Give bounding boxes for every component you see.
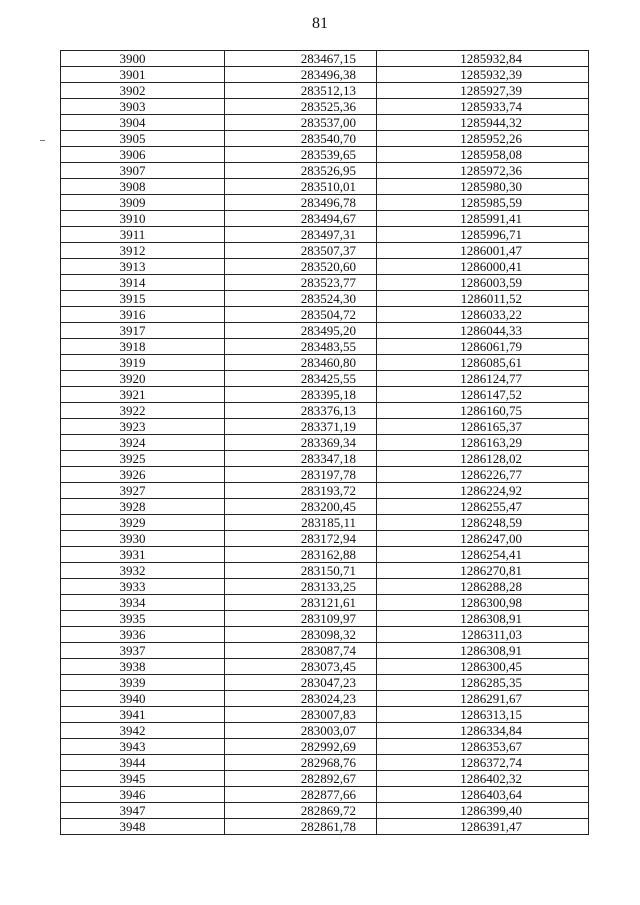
y-coordinate-cell: 1286226,77 (377, 467, 589, 483)
point-number-cell: 3908 (61, 179, 225, 195)
table-row (61, 611, 589, 627)
y-coordinate-cell: 1285991,41 (377, 211, 589, 227)
table-row (61, 179, 589, 195)
table-row (61, 531, 589, 547)
point-number-cell: 3907 (61, 163, 225, 179)
x-coordinate-cell: 283539,65 (225, 147, 377, 163)
table-row (61, 339, 589, 355)
y-coordinate-cell: 1286334,84 (377, 723, 589, 739)
x-coordinate-cell: 283162,88 (225, 547, 377, 563)
y-coordinate-cell: 1285932,84 (377, 51, 589, 67)
point-number-cell: 3906 (61, 147, 225, 163)
y-coordinate-cell: 1286308,91 (377, 643, 589, 659)
x-coordinate-cell: 283200,45 (225, 499, 377, 515)
y-coordinate-cell: 1286224,92 (377, 483, 589, 499)
x-coordinate-cell: 283395,18 (225, 387, 377, 403)
table-row (61, 275, 589, 291)
point-number-cell: 3917 (61, 323, 225, 339)
point-number-cell: 3929 (61, 515, 225, 531)
y-coordinate-cell: 1286300,45 (377, 659, 589, 675)
x-coordinate-cell: 283172,94 (225, 531, 377, 547)
point-number-cell: 3946 (61, 787, 225, 803)
y-coordinate-cell: 1286247,00 (377, 531, 589, 547)
point-number-cell: 3936 (61, 627, 225, 643)
scan-mark (40, 140, 45, 141)
point-number-cell: 3940 (61, 691, 225, 707)
y-coordinate-cell: 1286254,41 (377, 547, 589, 563)
table-row (61, 115, 589, 131)
point-number-cell: 3915 (61, 291, 225, 307)
point-number-cell: 3943 (61, 739, 225, 755)
y-coordinate-cell: 1286311,03 (377, 627, 589, 643)
x-coordinate-cell: 283537,00 (225, 115, 377, 131)
table-row (61, 707, 589, 723)
y-coordinate-cell: 1286061,79 (377, 339, 589, 355)
y-coordinate-cell: 1286270,81 (377, 563, 589, 579)
table-row (61, 515, 589, 531)
point-number-cell: 3944 (61, 755, 225, 771)
point-number-cell: 3922 (61, 403, 225, 419)
table-row (61, 643, 589, 659)
point-number-cell: 3948 (61, 819, 225, 835)
y-coordinate-cell: 1286353,67 (377, 739, 589, 755)
point-number-cell: 3912 (61, 243, 225, 259)
y-coordinate-cell: 1286288,28 (377, 579, 589, 595)
point-number-cell: 3904 (61, 115, 225, 131)
x-coordinate-cell: 283109,97 (225, 611, 377, 627)
x-coordinate-cell: 283467,15 (225, 51, 377, 67)
point-number-cell: 3942 (61, 723, 225, 739)
x-coordinate-cell: 283460,80 (225, 355, 377, 371)
point-number-cell: 3920 (61, 371, 225, 387)
y-coordinate-cell: 1286285,35 (377, 675, 589, 691)
point-number-cell: 3900 (61, 51, 225, 67)
x-coordinate-cell: 283087,74 (225, 643, 377, 659)
x-coordinate-cell: 283504,72 (225, 307, 377, 323)
table-row (61, 387, 589, 403)
point-number-cell: 3928 (61, 499, 225, 515)
table-row (61, 595, 589, 611)
point-number-cell: 3921 (61, 387, 225, 403)
table-row (61, 307, 589, 323)
table-row (61, 403, 589, 419)
table-row (61, 435, 589, 451)
point-number-cell: 3903 (61, 99, 225, 115)
point-number-cell: 3931 (61, 547, 225, 563)
y-coordinate-cell: 1285927,39 (377, 83, 589, 99)
x-coordinate-cell: 283098,32 (225, 627, 377, 643)
y-coordinate-cell: 1286403,64 (377, 787, 589, 803)
y-coordinate-cell: 1286291,67 (377, 691, 589, 707)
table-row (61, 691, 589, 707)
table-row (61, 323, 589, 339)
y-coordinate-cell: 1286391,47 (377, 819, 589, 835)
y-coordinate-cell: 1286308,91 (377, 611, 589, 627)
table-row (61, 675, 589, 691)
point-number-cell: 3923 (61, 419, 225, 435)
point-number-cell: 3910 (61, 211, 225, 227)
table-row (61, 723, 589, 739)
table-row (61, 99, 589, 115)
point-number-cell: 3930 (61, 531, 225, 547)
y-coordinate-cell: 1286248,59 (377, 515, 589, 531)
y-coordinate-cell: 1286003,59 (377, 275, 589, 291)
table-row (61, 67, 589, 83)
x-coordinate-cell: 283495,20 (225, 323, 377, 339)
point-number-cell: 3941 (61, 707, 225, 723)
x-coordinate-cell: 283507,37 (225, 243, 377, 259)
y-coordinate-cell: 1286124,77 (377, 371, 589, 387)
x-coordinate-cell: 282892,67 (225, 771, 377, 787)
x-coordinate-cell: 283524,30 (225, 291, 377, 307)
x-coordinate-cell: 283483,55 (225, 339, 377, 355)
x-coordinate-cell: 283121,61 (225, 595, 377, 611)
table-row (61, 547, 589, 563)
point-number-cell: 3934 (61, 595, 225, 611)
y-coordinate-cell: 1286128,02 (377, 451, 589, 467)
y-coordinate-cell: 1286165,37 (377, 419, 589, 435)
x-coordinate-cell: 283540,70 (225, 131, 377, 147)
x-coordinate-cell: 283526,95 (225, 163, 377, 179)
point-number-cell: 3924 (61, 435, 225, 451)
y-coordinate-cell: 1286402,32 (377, 771, 589, 787)
y-coordinate-cell: 1286372,74 (377, 755, 589, 771)
point-number-cell: 3905 (61, 131, 225, 147)
point-number-cell: 3902 (61, 83, 225, 99)
point-number-cell: 3935 (61, 611, 225, 627)
point-number-cell: 3909 (61, 195, 225, 211)
table-row (61, 819, 589, 835)
x-coordinate-cell: 283150,71 (225, 563, 377, 579)
y-coordinate-cell: 1285944,32 (377, 115, 589, 131)
y-coordinate-cell: 1286147,52 (377, 387, 589, 403)
point-number-cell: 3926 (61, 467, 225, 483)
x-coordinate-cell: 283425,55 (225, 371, 377, 387)
x-coordinate-cell: 283510,01 (225, 179, 377, 195)
y-coordinate-cell: 1286255,47 (377, 499, 589, 515)
point-number-cell: 3914 (61, 275, 225, 291)
x-coordinate-cell: 283185,11 (225, 515, 377, 531)
table-row (61, 131, 589, 147)
x-coordinate-cell: 283003,07 (225, 723, 377, 739)
table-row (61, 291, 589, 307)
table-row (61, 195, 589, 211)
x-coordinate-cell: 283523,77 (225, 275, 377, 291)
table-row (61, 419, 589, 435)
point-number-cell: 3901 (61, 67, 225, 83)
y-coordinate-cell: 1285996,71 (377, 227, 589, 243)
x-coordinate-cell: 283347,18 (225, 451, 377, 467)
x-coordinate-cell: 283007,83 (225, 707, 377, 723)
x-coordinate-cell: 283024,23 (225, 691, 377, 707)
table-row (61, 451, 589, 467)
coordinates-table (60, 50, 589, 835)
y-coordinate-cell: 1285958,08 (377, 147, 589, 163)
y-coordinate-cell: 1285932,39 (377, 67, 589, 83)
point-number-cell: 3911 (61, 227, 225, 243)
table-row (61, 147, 589, 163)
x-coordinate-cell: 283496,78 (225, 195, 377, 211)
point-number-cell: 3918 (61, 339, 225, 355)
table-row (61, 755, 589, 771)
table-row (61, 371, 589, 387)
x-coordinate-cell: 282861,78 (225, 819, 377, 835)
x-coordinate-cell: 283133,25 (225, 579, 377, 595)
table-row (61, 211, 589, 227)
table-row (61, 259, 589, 275)
table-row (61, 803, 589, 819)
x-coordinate-cell: 283525,36 (225, 99, 377, 115)
y-coordinate-cell: 1285952,26 (377, 131, 589, 147)
point-number-cell: 3916 (61, 307, 225, 323)
page-number: 81 (312, 15, 328, 32)
point-number-cell: 3939 (61, 675, 225, 691)
table-row (61, 579, 589, 595)
table-row (61, 83, 589, 99)
x-coordinate-cell: 283073,45 (225, 659, 377, 675)
point-number-cell: 3925 (61, 451, 225, 467)
y-coordinate-cell: 1286001,47 (377, 243, 589, 259)
x-coordinate-cell: 283197,78 (225, 467, 377, 483)
table-row (61, 771, 589, 787)
y-coordinate-cell: 1286011,52 (377, 291, 589, 307)
y-coordinate-cell: 1285985,59 (377, 195, 589, 211)
table-row (61, 787, 589, 803)
y-coordinate-cell: 1286399,40 (377, 803, 589, 819)
y-coordinate-cell: 1286160,75 (377, 403, 589, 419)
point-number-cell: 3927 (61, 483, 225, 499)
table-row (61, 483, 589, 499)
point-number-cell: 3937 (61, 643, 225, 659)
y-coordinate-cell: 1286313,15 (377, 707, 589, 723)
table-row (61, 243, 589, 259)
x-coordinate-cell: 283369,34 (225, 435, 377, 451)
table-row (61, 627, 589, 643)
x-coordinate-cell: 283047,23 (225, 675, 377, 691)
point-number-cell: 3945 (61, 771, 225, 787)
y-coordinate-cell: 1286300,98 (377, 595, 589, 611)
point-number-cell: 3913 (61, 259, 225, 275)
x-coordinate-cell: 283512,13 (225, 83, 377, 99)
y-coordinate-cell: 1285972,36 (377, 163, 589, 179)
x-coordinate-cell: 282992,69 (225, 739, 377, 755)
x-coordinate-cell: 282869,72 (225, 803, 377, 819)
table-row (61, 355, 589, 371)
x-coordinate-cell: 283496,38 (225, 67, 377, 83)
table-row (61, 499, 589, 515)
x-coordinate-cell: 283497,31 (225, 227, 377, 243)
point-number-cell: 3919 (61, 355, 225, 371)
table-row (61, 659, 589, 675)
x-coordinate-cell: 282968,76 (225, 755, 377, 771)
x-coordinate-cell: 283494,67 (225, 211, 377, 227)
x-coordinate-cell: 283520,60 (225, 259, 377, 275)
point-number-cell: 3932 (61, 563, 225, 579)
x-coordinate-cell: 282877,66 (225, 787, 377, 803)
y-coordinate-cell: 1285933,74 (377, 99, 589, 115)
x-coordinate-cell: 283371,19 (225, 419, 377, 435)
x-coordinate-cell: 283376,13 (225, 403, 377, 419)
point-number-cell: 3947 (61, 803, 225, 819)
y-coordinate-cell: 1285980,30 (377, 179, 589, 195)
table-row (61, 467, 589, 483)
coordinates-table-body (61, 51, 589, 835)
table-row (61, 51, 589, 67)
table-row (61, 739, 589, 755)
y-coordinate-cell: 1286163,29 (377, 435, 589, 451)
table-row (61, 227, 589, 243)
y-coordinate-cell: 1286000,41 (377, 259, 589, 275)
y-coordinate-cell: 1286033,22 (377, 307, 589, 323)
point-number-cell: 3933 (61, 579, 225, 595)
table-row (61, 563, 589, 579)
y-coordinate-cell: 1286085,61 (377, 355, 589, 371)
point-number-cell: 3938 (61, 659, 225, 675)
table-row (61, 163, 589, 179)
x-coordinate-cell: 283193,72 (225, 483, 377, 499)
y-coordinate-cell: 1286044,33 (377, 323, 589, 339)
